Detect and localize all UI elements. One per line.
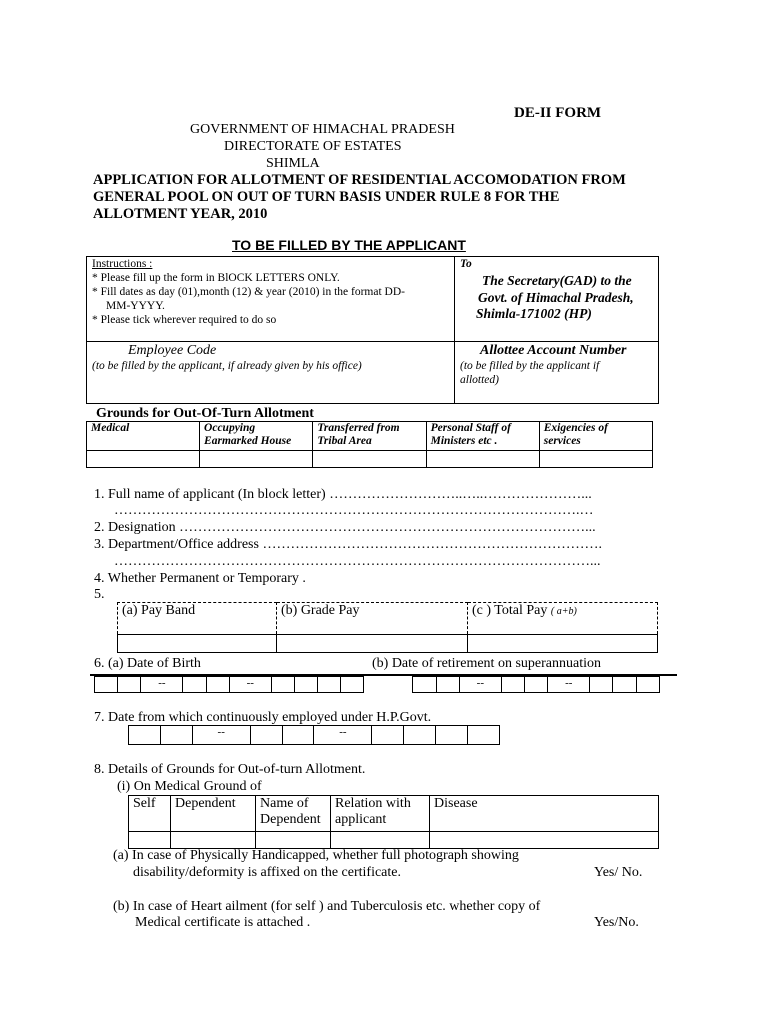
dates-gap <box>364 677 413 693</box>
grounds-personal-label2: Ministers etc . <box>430 435 498 447</box>
ret-m2[interactable] <box>525 677 548 693</box>
grounds-heading: Grounds for Out-Of-Turn Allotment <box>96 406 314 421</box>
grade-pay-cell[interactable] <box>277 603 468 635</box>
form-title-line1: APPLICATION FOR ALLOTMENT OF RESIDENTIAL ACCOMODATION FROM <box>93 172 626 188</box>
instruction-line2: * Fill dates as day (01),month (12) & year (2010) in the format DD- <box>92 286 405 298</box>
total-pay-value[interactable] <box>468 635 658 653</box>
section-heading: TO BE FILLED BY THE APPLICANT <box>232 237 466 253</box>
medical-name-label1: Name of <box>260 796 309 811</box>
medical-name-value[interactable] <box>256 832 331 849</box>
employee-code-note: (to be filled by the applicant, if already given by his office) <box>92 360 362 372</box>
medical-col-name <box>256 796 331 832</box>
grounds-tick-occupying[interactable] <box>200 451 313 468</box>
handicapped-line1: (a) In case of Physically Handicapped, whether full photograph showing <box>113 848 519 863</box>
instructions-divider <box>454 256 455 342</box>
q8-heading: 8. Details of Grounds for Out-of-turn Allotment. <box>94 762 366 777</box>
to-line2: Govt. of Himachal Pradesh, <box>478 290 634 305</box>
instruction-line1: * Please fill up the form in BlOCK LETTERS ONLY. <box>92 272 340 284</box>
total-pay-sub: ( a+b) <box>550 606 577 617</box>
dob-y2[interactable] <box>294 677 317 693</box>
pay-band-value[interactable] <box>118 635 277 653</box>
dob-sep1 <box>141 677 183 693</box>
full-name-field[interactable]: 1. Full name of applicant (In block letter) ………………………..…..…………………... <box>94 487 592 502</box>
pay-table <box>117 602 658 653</box>
medical-self-label: Self <box>133 796 156 811</box>
emp-d1[interactable] <box>129 726 161 745</box>
grounds-occupying-label2: Earmarked House <box>204 435 292 447</box>
emp-y2[interactable] <box>404 726 436 745</box>
instruction-line3: MM-YYYY. <box>106 300 165 312</box>
dates-grid <box>94 676 660 693</box>
ret-sep2 <box>548 677 590 693</box>
handicapped-yes-no[interactable]: Yes/ No. <box>594 865 643 880</box>
grounds-tick-exigencies[interactable] <box>539 451 652 468</box>
to-label: To <box>460 258 472 270</box>
emp-sep1-text: -- <box>217 726 225 738</box>
heart-ailment-line2: Medical certificate is attached . <box>135 915 311 930</box>
grounds-tick-medical[interactable] <box>87 451 200 468</box>
dob-m2[interactable] <box>206 677 229 693</box>
government-heading: GOVERNMENT OF HIMACHAL PRADESH <box>190 122 455 137</box>
emp-sep1 <box>192 726 250 745</box>
medical-disease-label: Disease <box>434 796 478 811</box>
handicapped-line2: disability/deformity is affixed on the certificate. <box>133 865 401 880</box>
ret-y3[interactable] <box>636 677 659 693</box>
employment-date-label: 7. Date from which continuously employed under H.P.Govt. <box>94 710 432 725</box>
instruction-line4: * Please tick wherever required to do so <box>92 314 277 326</box>
medical-relation-label1: Relation with <box>335 796 411 811</box>
medical-dependent-value[interactable] <box>171 832 256 849</box>
emp-sep2-text: -- <box>339 726 347 738</box>
grade-pay-value[interactable] <box>277 635 468 653</box>
ret-d1[interactable] <box>413 677 436 693</box>
grounds-col-personal-staff[interactable] <box>426 422 539 451</box>
grounds-col-occupying[interactable] <box>200 422 313 451</box>
department-field[interactable]: 3. Department/Office address ………………………………………………………………. <box>94 537 602 552</box>
to-line3: Shimla-171002 (HP) <box>476 306 592 321</box>
dob-y3[interactable] <box>318 677 341 693</box>
employee-code-label: Employee Code <box>128 343 217 358</box>
retirement-label: (b) Date of retirement on superannuation <box>372 656 601 671</box>
allottee-note1: (to be filled by the applicant if <box>460 360 600 372</box>
ret-sep2-text: -- <box>565 677 573 689</box>
q8-sub: (i) On Medical Ground of <box>117 779 262 794</box>
dob-d2[interactable] <box>118 677 141 693</box>
ret-sep1-text: -- <box>476 677 484 689</box>
emp-m2[interactable] <box>282 726 314 745</box>
dob-y4[interactable] <box>341 677 364 693</box>
permanent-temporary-field[interactable]: 4. Whether Permanent or Temporary . <box>94 571 306 586</box>
grounds-tick-transferred[interactable] <box>313 451 426 468</box>
medical-dependent-label: Dependent <box>175 796 236 811</box>
pay-band-label: (a) Pay Band <box>122 603 196 618</box>
employment-date-grid <box>128 725 500 745</box>
medical-ground-table <box>128 795 659 849</box>
grounds-transferred-label2: Tribal Area <box>317 435 372 447</box>
grounds-exigencies-label1: Exigencies of <box>543 422 608 434</box>
medical-name-label2: Dependent <box>260 812 321 827</box>
grounds-exigencies-label2: services <box>543 435 581 447</box>
department-field-cont[interactable]: …………………………………………………………………………………………... <box>114 554 601 569</box>
grade-pay-label: (b) Grade Pay <box>281 603 360 618</box>
medical-relation-value[interactable] <box>331 832 430 849</box>
form-title-line3: ALLOTMENT YEAR, 2010 <box>93 206 268 222</box>
dob-m1[interactable] <box>183 677 206 693</box>
dob-d1[interactable] <box>95 677 118 693</box>
medical-col-self[interactable] <box>129 796 171 832</box>
grounds-tick-personal-staff[interactable] <box>426 451 539 468</box>
city-heading: SHIMLA <box>266 156 320 171</box>
total-pay-label: (c ) Total Pay <box>472 603 548 618</box>
heart-ailment-yes-no[interactable]: Yes/No. <box>594 915 639 930</box>
emp-d2[interactable] <box>160 726 192 745</box>
designation-field[interactable]: 2. Designation ……………………………………………………………………………... <box>94 520 596 535</box>
form-id: DE-II FORM <box>514 105 602 121</box>
full-name-field-cont[interactable]: ……………………………………………………………………………………….… <box>114 503 594 518</box>
ret-y2[interactable] <box>613 677 636 693</box>
medical-col-dependent[interactable] <box>171 796 256 832</box>
grounds-medical-label: Medical <box>91 422 130 434</box>
directorate-heading: DIRECTORATE OF ESTATES <box>224 139 402 154</box>
ret-y1[interactable] <box>590 677 613 693</box>
pay-band-cell[interactable] <box>118 603 277 635</box>
to-line1: The Secretary(GAD) to the <box>482 273 632 288</box>
grounds-col-exigencies[interactable] <box>539 422 652 451</box>
form-title-line2: GENERAL POOL ON OUT OF TURN BASIS UNDER RULE 8 FOR THE <box>93 189 560 205</box>
emp-m1[interactable] <box>250 726 282 745</box>
emp-y1[interactable] <box>372 726 404 745</box>
dob-sep2-text: -- <box>246 677 254 689</box>
ret-d2[interactable] <box>436 677 459 693</box>
grounds-col-transferred[interactable] <box>313 422 426 451</box>
employee-code-divider <box>454 342 455 404</box>
pay-question-number: 5. <box>94 587 105 602</box>
grounds-personal-label1: Personal Staff of <box>430 422 511 434</box>
grounds-transferred-label1: Transferred from <box>317 422 400 434</box>
total-pay-cell[interactable] <box>468 603 658 635</box>
grounds-occupying-label1: Occupying <box>204 422 256 434</box>
grounds-col-medical[interactable] <box>87 422 200 451</box>
allottee-note2: allotted) <box>460 374 499 386</box>
dob-y1[interactable] <box>271 677 294 693</box>
dob-sep1-text: -- <box>158 677 166 689</box>
ret-sep1 <box>459 677 501 693</box>
heart-ailment-line1: (b) In case of Heart ailment (for self ) and Tuberculosis etc. whether copy of <box>113 899 541 914</box>
emp-y3[interactable] <box>436 726 468 745</box>
medical-relation-label2: applicant <box>335 812 387 827</box>
medical-col-relation <box>331 796 430 832</box>
medical-self-value[interactable] <box>129 832 171 849</box>
ret-m1[interactable] <box>501 677 524 693</box>
grounds-table <box>86 421 653 468</box>
allottee-label: Allottee Account Number <box>480 343 627 358</box>
emp-y4[interactable] <box>467 726 499 745</box>
dob-label: 6. (a) Date of Birth <box>94 656 201 671</box>
emp-sep2 <box>314 726 372 745</box>
dob-sep2 <box>229 677 271 693</box>
medical-col-disease <box>430 796 659 832</box>
medical-disease-value[interactable] <box>430 832 659 849</box>
instructions-heading: Instructions : <box>92 258 153 270</box>
